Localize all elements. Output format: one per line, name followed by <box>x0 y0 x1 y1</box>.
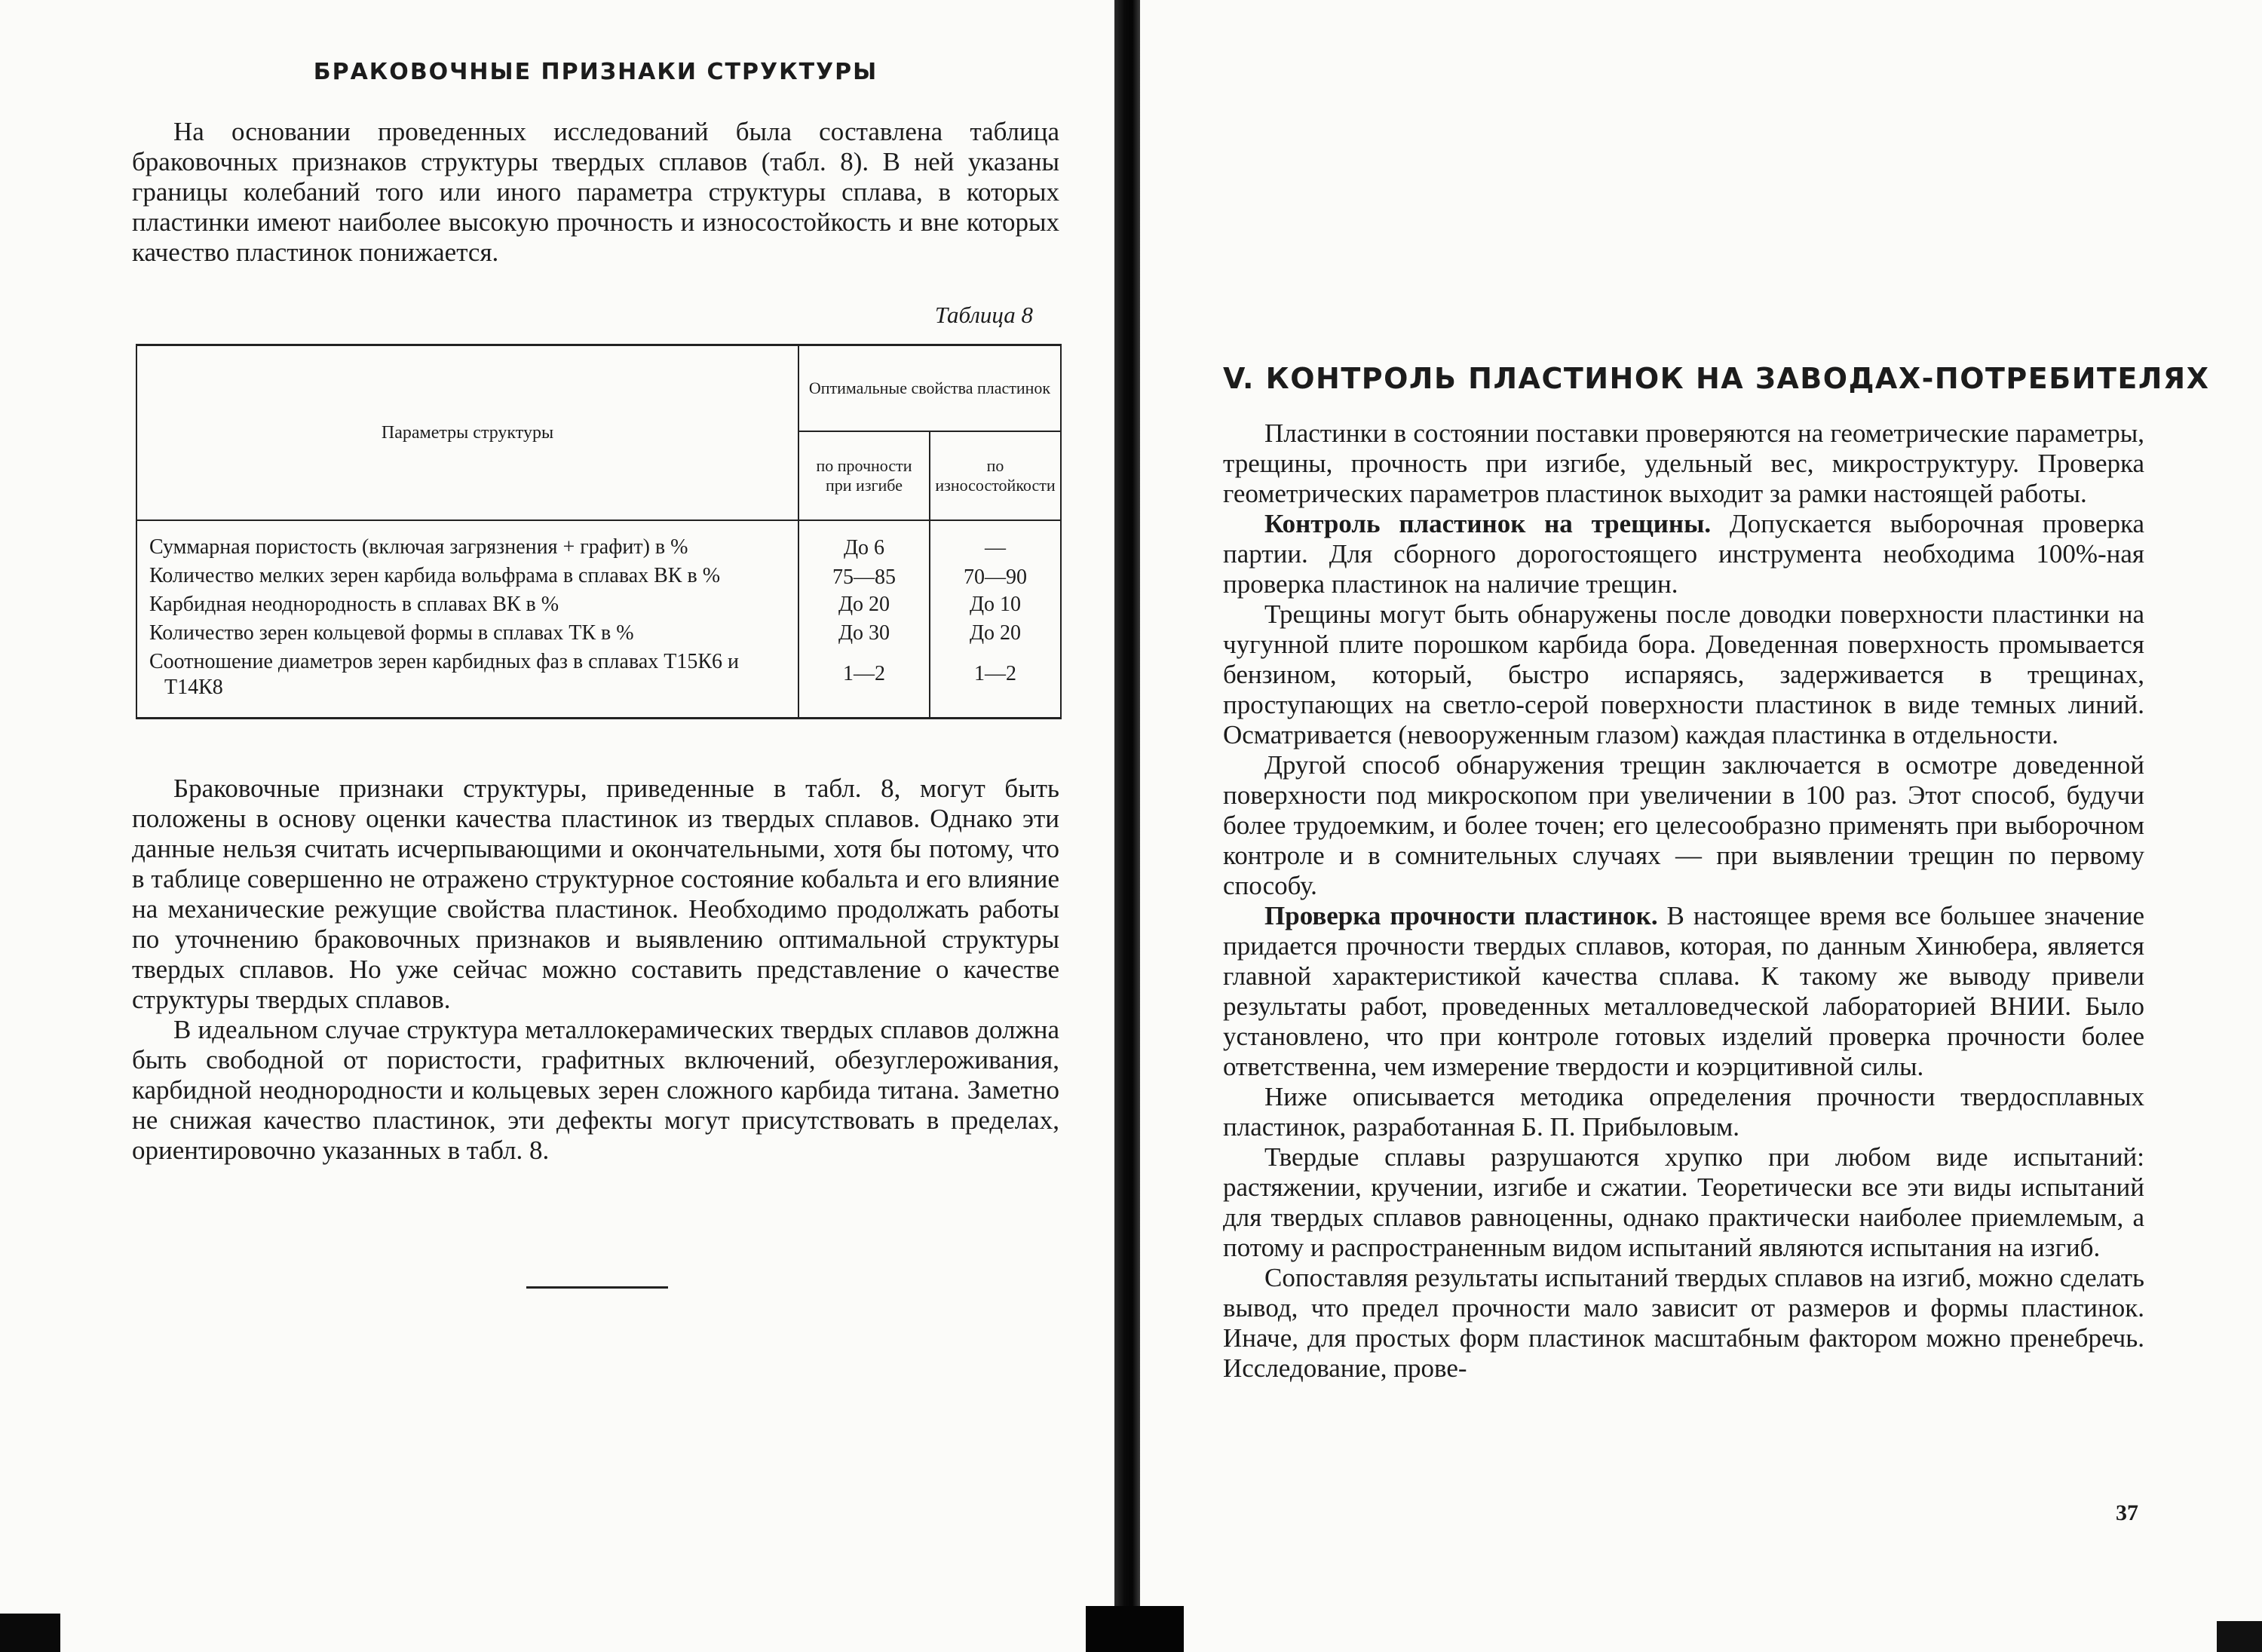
right-paragraph-3: Трещины могут быть обнаружены после доводки поверхности пластинки на чугунной плите порошком карбида бора. Доведенная поверхность промывается бензином, который, быстро испаряясь, задерживается в трещинах, проступающих на светло-серой поверхности пластинок в виде темных линий. Осматривается (невооруженным глазом) каждая пластинка в отдельности. <box>1223 599 2144 749</box>
row-wear: До 20 <box>930 619 1061 648</box>
structure-table <box>136 344 1062 719</box>
right-paragraph-2 <box>1223 509 2144 599</box>
row-wear: 1—2 <box>930 648 1061 719</box>
scan-edge-left <box>0 1614 60 1652</box>
right-paragraph-4: Другой способ обнаружения трещин заключается в осмотре доведенной поверхности под микроскопом при увеличении в 100 раз. Этот способ, будучи более трудоемким, и более точен; его целесообразно применять при выборочном контроле и в сомнительных случаях — при выявлении трещин по первому способу. <box>1223 750 2144 900</box>
right-paragraph-7: Твердые сплавы разрушаются хрупко при любом виде испытаний: растяжении, кручении, изгибе и сжатии. Теоретически все эти виды испытаний для твердых сплавов равноценны, однако практически наиболее приемлемым, а потому и распространенным видом испытаний являются испытания на изгиб. <box>1223 1142 2144 1262</box>
right-page-title: V. КОНТРОЛЬ ПЛАСТИНОК НА ЗАВОДАХ-ПОТРЕБИТЕЛЯХ <box>1223 362 2210 395</box>
table-row <box>136 520 1061 562</box>
row-param: Соотношение диаметров зерен карбидных фаз в сплавах Т15К6 и Т14К8 <box>136 648 798 719</box>
right-body-block <box>1223 418 2144 1384</box>
table-row <box>136 590 1061 619</box>
row-param: Карбидная неоднородность в сплавах ВК в % <box>136 590 798 619</box>
page-number: 37 <box>2116 1500 2138 1525</box>
header-optimal: Оптимальные свойства пластинок <box>798 345 1061 432</box>
section-divider <box>526 1286 668 1289</box>
right-paragraph-1: Пластинки в состоянии поставки проверяются на геометрические параметры, трещины, прочность при изгибе, удельный вес, микроструктуру. Проверка геометрических параметров пластинок выходит за рамки настоящей работы. <box>1223 418 2144 508</box>
strength-text: В настоящее время все большее значение придается прочности твердых сплавов, которая, по данным Хинюбера, является главной характеристикой качества сплава. К такому же выводу привели результаты работ, проведенных металловедческой лабораторией ВНИИ. Было установлено, что при контроле готовых изделий проверка прочности более ответственна, чем измерение твердости и коэрцитивной силы. <box>1223 901 2145 1081</box>
scan-edge-right <box>2217 1621 2262 1652</box>
intro-paragraph: На основании проведенных исследований была составлена таблица браковочных признаков структуры твердых сплавов (табл. 8). В ней указаны границы колебаний того или иного параметра структуры сплава, в которых пластинки имеют наиболее высокую прочность и износостойкость и вне которых качество пластинок понижается. <box>132 117 1059 267</box>
gutter-shadow <box>1086 1606 1184 1652</box>
cracks-text: Допускается выборочная проверка партии. Для сборного дорогостоящего инструмента необходима 100%-ная проверка пластинок на наличие трещин. <box>1223 509 2145 599</box>
row-wear: — <box>930 520 1061 562</box>
row-strength: До 30 <box>798 619 930 648</box>
row-param: Количество мелких зерен карбида вольфрама в сплавах ВК в % <box>136 562 798 590</box>
right-paragraph-5 <box>1223 901 2144 1082</box>
row-param: Суммарная пористость (включая загрязнения + графит) в % <box>136 520 798 562</box>
header-wear: по износостойкости <box>930 431 1061 520</box>
table-row <box>136 562 1061 590</box>
table-caption: Таблица 8 <box>934 302 1033 328</box>
table-row <box>136 648 1061 719</box>
row-wear: До 10 <box>930 590 1061 619</box>
row-param: Количество зерен кольцевой формы в сплавах ТК в % <box>136 619 798 648</box>
right-paragraph-8: Сопоставляя результаты испытаний твердых сплавов на изгиб, можно сделать вывод, что предел прочности мало зависит от размеров и формы пластинок. Иначе, для простых форм пластинок масштабным фактором можно пренебречь. Исследование, прове- <box>1223 1263 2144 1383</box>
header-param: Параметры структуры <box>136 345 798 521</box>
left-intro-block <box>132 117 1059 268</box>
row-wear: 70—90 <box>930 562 1061 590</box>
table-row <box>136 619 1061 648</box>
subheading-cracks: Контроль пластинок на трещины. <box>1264 509 1712 538</box>
left-page-title: БРАКОВОЧНЫЕ ПРИЗНАКИ СТРУКТУРЫ <box>313 59 878 85</box>
row-strength: До 20 <box>798 590 930 619</box>
right-paragraph-6: Ниже описывается методика определения прочности твердосплавных пластинок, разработанная Б. П. Прибыловым. <box>1223 1082 2144 1142</box>
paragraph-2: Браковочные признаки структуры, приведенные в табл. 8, могут быть положены в основу оценки качества пластинок из твердых сплавов. Однако эти данные нельзя считать исчерпывающими и окончательными, хотя бы потому, что в таблице совершенно не отражено структурное состояние кобальта и его влияние на механические режущие свойства пластинок. Необходимо продолжать работы по уточнению браковочных признаков и выявлению оптимальной структуры твердых сплавов. Но уже сейчас можно составить представление о качестве структуры твердых сплавов. <box>132 774 1059 1014</box>
row-strength: До 6 <box>798 520 930 562</box>
row-strength: 1—2 <box>798 648 930 719</box>
row-strength: 75—85 <box>798 562 930 590</box>
left-body-block <box>132 774 1059 1166</box>
subheading-strength: Проверка прочности пластинок. <box>1264 901 1658 930</box>
paragraph-3: В идеальном случае структура металлокерамических твердых сплавов должна быть свободной от пористости, графитных включений, обезуглероживания, карбидной неоднородности и кольцевых зерен сложного карбида титана. Заметно не снижая качество пластинок, эти дефекты могут присутствовать в пределах, ориентировочно указанных в табл. 8. <box>132 1015 1059 1165</box>
book-gutter <box>1114 0 1140 1652</box>
header-strength: по прочности при изгибе <box>798 431 930 520</box>
